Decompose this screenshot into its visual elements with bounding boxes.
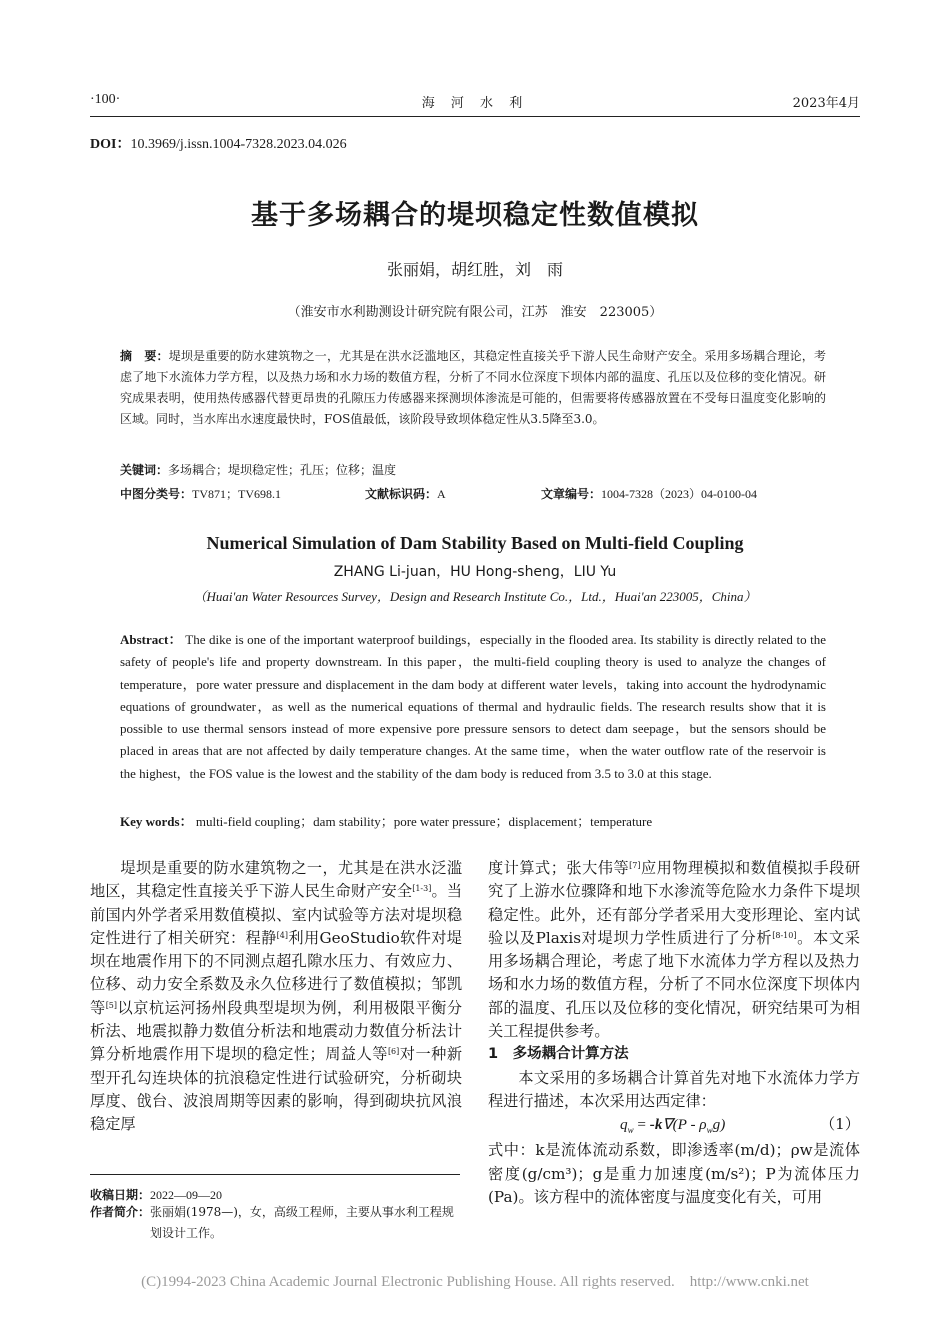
intro-text-5: 对一种新型开孔勾连块体的抗浪稳定性进行试验研究，分析砌块厚度、戗台、波浪周期等因素的影响，得到砌块抗风浪稳定厚 — [90, 1045, 463, 1134]
equation-number: （1） — [819, 1115, 860, 1134]
citation[interactable]: [7] — [629, 861, 641, 870]
intro-text-4: 以京杭运河扬州段典型堤坝为例，利用极限平衡分析法、地震拟静力数值分析法和地震动力数值分析法计算分析地震作用下堤坝的稳定性；周益人等 — [90, 998, 463, 1064]
eq-lhs-sub: w — [627, 1125, 634, 1136]
abstract-cn-text: 堤坝是重要的防水建筑物之一，尤其是在洪水泛滥地区，其稳定性直接关乎下游人民生命财产安全。采用多场耦合理论，考虑了地下水流体力学方程，以及热力场和水力场的数值方程，分析了不同水位深度下坝体内部的温度、孔压以及位移的变化情况。研究成果表明，使用热传感器代替更昂贵的孔隙压力传感器来探测坝体渗流是可能的，但需要将传感器放置在不受每日温度变化影响的区域。同时，当水库出水速度最快时，FOS值最低，该阶段导致坝体稳定性从3.5降至3.0。 — [120, 349, 826, 426]
article-number — [541, 484, 757, 505]
clc-number — [120, 484, 281, 505]
page-number: ·100· — [90, 92, 121, 107]
abstract-cn-label: 摘 要： — [120, 349, 169, 363]
intro-text-3: 利用GeoStudio软件对堤坝在地震作用下的不同测点超孔隙水压力、有效应力、位移、动力安全系数及永久位移进行了数值模拟；邹凯等 — [90, 928, 462, 1017]
copyright-watermark: (C)1994-2023 China Academic Journal Electronic Publishing House. All rights reserved. http://www.cnki.net — [141, 1274, 809, 1290]
section-heading: 1 多场耦合计算方法 — [488, 1046, 629, 1063]
keywords-cn-text: 多场耦合；堤坝稳定性；孔压；位移；温度 — [168, 463, 397, 477]
author-bio-text: 张丽娟(1978—)，女，高级工程师，主要从事水利工程规划设计工作。 — [150, 1205, 454, 1240]
keywords-cn — [120, 460, 826, 481]
doc-code-label: 文献标识码： — [365, 487, 438, 501]
keywords-en-label: Key words： — [120, 814, 193, 829]
keywords-cn-label: 关键词： — [120, 463, 169, 477]
paper-title-en: Numerical Simulation of Dam Stability Based on Multi-field Coupling — [206, 533, 744, 553]
doi-label: DOI： — [90, 137, 131, 152]
intro-text-2: 。当前国内外学者采用数值模拟、室内试验等方法对堤坝稳定性进行了相关研究：程静 — [90, 882, 463, 947]
issue-date: 2023年4月 — [792, 96, 860, 111]
method-paragraph: 本文采用的多场耦合计算首先对地下水流体力学方程进行描述，本次采用达西定律： — [488, 1068, 860, 1110]
keywords-en-text: multi-field coupling；dam stability；pore water pressure；displacement；temperature — [195, 814, 653, 829]
eq-rhs: ∇(P - ρ — [662, 1116, 707, 1134]
abstract-en-text: The dike is one of the important waterproof buildings，especially in the flooded area. Its stability is directly related to the safety of people's life and property downstream. In this paper，the multi-field coupling theory is used to analyze the changes of temperature，pore water pressure and displacement in the dam body at different water levels，taking into account the hydrodynamic equations of groundwater，as well as the numerical equations of thermal and hydraulic fields. The research results show that it is possible to use thermal sensors instead of more expensive pore pressure sensors to detect dam seepage，but the sensors should be placed in areas that are not affected by daily temperature changes. At the same time，when the water outflow rate of the reservoir is the highest，the FOS value is the lowest and the stability of the dam body is reduced from 3.5 to 3.0 at this stage. — [120, 632, 827, 781]
doi-value[interactable]: 10.3969/j.issn.1004-7328.2023.04.026 — [130, 137, 347, 152]
authors-en: ZHANG Li-juan，HU Hong-sheng，LIU Yu — [333, 564, 617, 580]
authors: 张丽娟，胡红胜，刘 雨 — [386, 260, 563, 279]
body-left-column — [90, 857, 462, 1137]
doi-line — [90, 133, 347, 153]
equation-explanation: 式中：k是流体流动系数，即渗透率(m/d)；ρw是流体密度(g/cm³)；g是重力加速度(m/s²)；P为流体压力(Pa)。该方程中的流体密度与温度变化有关，可用 — [488, 1141, 860, 1206]
received-value: 2022—09—20 — [150, 1188, 223, 1202]
eq-equals: = — [633, 1116, 650, 1134]
citation[interactable]: [6] — [387, 1047, 400, 1057]
intro-text-8: 。本文采用多场耦合理论，考虑了地下水流体力学方程以及热力场和水力场的数值方程，分析了不同水位深度下坝体内部的温度、孔压以及位移的变化情况，研究结果可为相关工程提供参考。 — [488, 928, 860, 1041]
clc-label: 中图分类号： — [120, 487, 193, 501]
affiliation: （淮安市水利勘测设计研究院有限公司，江苏 淮安 223005） — [287, 305, 663, 320]
eq-k: -k — [649, 1116, 663, 1134]
footnote-rule — [90, 1174, 460, 1175]
citation[interactable]: [4] — [276, 930, 289, 940]
article-number-value: 1004-7328（2023）04-0100-04 — [601, 487, 758, 501]
intro-text-1: 堤坝是重要的防水建筑物之一，尤其是在洪水泛滥地区，其稳定性直接关乎下游人民生命财产安全 — [90, 859, 462, 901]
body-right-column — [488, 857, 860, 1209]
abstract-en-label: Abstract： — [120, 632, 182, 647]
document-code — [365, 484, 446, 505]
header-rule — [90, 116, 860, 117]
author-bio-label: 作者简介： — [90, 1205, 151, 1219]
citation[interactable]: [5] — [105, 1000, 118, 1010]
received-label: 收稿日期： — [90, 1188, 151, 1202]
journal-name: 海 河 水 利 — [421, 96, 529, 111]
equation-body — [620, 1113, 725, 1142]
equation-1 — [488, 1113, 860, 1139]
citation[interactable]: [1-3] — [412, 884, 432, 894]
author-bio — [90, 1202, 462, 1244]
abstract-en — [120, 629, 826, 785]
clc-value: TV871；TV698.1 — [192, 487, 282, 501]
abstract-cn — [120, 346, 826, 430]
citation[interactable]: [8-10] — [772, 930, 797, 940]
keywords-en — [120, 811, 826, 833]
paper-title: 基于多场耦合的堤坝稳定性数值模拟 — [251, 200, 699, 231]
intro-text-6: 度计算式；张大伟等 — [488, 859, 630, 877]
intro-continued — [488, 857, 860, 1043]
eq-rhs-end: g) — [712, 1116, 726, 1134]
affiliation-en: （Huai'an Water Resources Survey，Design and Research Institute Co.，Ltd.，Huai'an 223005，China） — [193, 589, 757, 604]
article-number-label: 文章编号： — [541, 487, 602, 501]
eq-rhs-sub: w — [706, 1125, 713, 1136]
doc-code-value: A — [437, 487, 446, 501]
intro-text-7: 应用物理模拟和数值模拟手段研究了上游水位骤降和地下水渗流等危险水力条件下堤坝稳定性。此外，还有部分学者采用大变形理论、室内试验以及Plaxis对堤坝力学性质进行了分析 — [488, 859, 861, 947]
eq-lhs: q — [620, 1116, 628, 1134]
